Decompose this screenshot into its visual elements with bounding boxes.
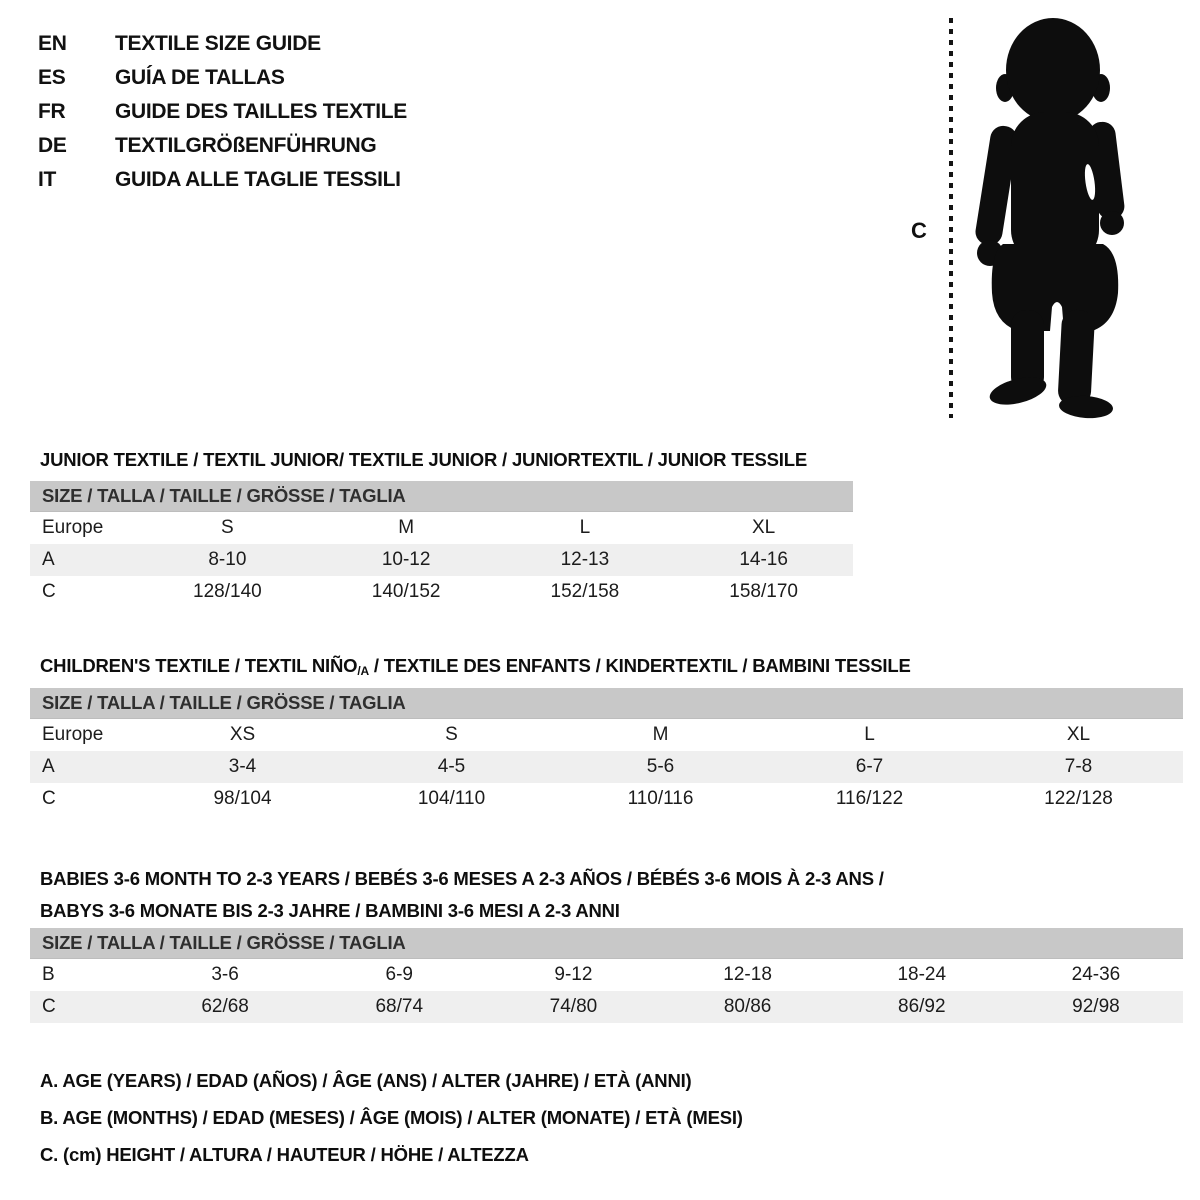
size-cell: 104/110 [417,788,486,809]
size-cell: 86/92 [898,996,946,1017]
size-cell: 122/128 [1044,788,1113,809]
table-row [30,512,853,544]
row-label: A [42,549,55,570]
size-cell: 3-6 [211,964,239,985]
children-title-sub: /A [357,664,369,679]
babies-size-table [30,928,1183,1023]
babies-section-title [40,863,884,927]
language-title: GUIDE DES TAILLES TEXTILE [115,100,407,123]
size-cell: 10-12 [381,549,431,570]
size-cell: 5-6 [646,756,675,777]
children-section-title [40,653,911,681]
size-cell: XL [752,517,776,538]
table-row [30,576,853,608]
size-cell: 128/140 [193,581,262,602]
language-code: EN [38,32,67,55]
language-code: IT [38,168,57,191]
size-cell: 116/122 [835,788,904,809]
size-cell: 24-36 [1071,964,1121,985]
language-code: FR [38,100,66,123]
table-row [30,751,1183,783]
table-row [30,544,853,576]
size-cell: 152/158 [550,581,620,602]
language-title: GUIDA ALLE TAGLIE TESSILI [115,168,401,191]
size-cell: 80/86 [723,996,772,1017]
language-code: ES [38,66,66,89]
row-label: C [42,788,56,809]
language-title: GUÍA DE TALLAS [115,66,285,89]
size-cell: 9-12 [554,964,593,985]
size-cell: 6-7 [855,756,884,777]
table-row [30,991,1183,1023]
babies-title-line1: BABIES 3-6 MONTH TO 2-3 YEARS / BEBÉS 3-6 MESES A 2-3 AÑOS / BÉBÉS 3-6 MOIS À 2-3 ANS / [40,868,884,890]
row-label: C [42,996,56,1017]
language-row [38,61,407,95]
size-cell: 74/80 [549,996,598,1017]
language-list [38,27,407,197]
size-cell: 68/74 [375,996,424,1017]
babies-size-header-bar: SIZE / TALLA / TAILLE / GRÖSSE / TAGLIA [30,928,1183,959]
language-row [38,27,407,61]
height-figure [905,8,1165,426]
size-cell: S [221,517,234,538]
size-cell: 12-18 [723,964,772,985]
size-cell: 62/68 [201,996,249,1017]
junior-size-table [30,481,853,608]
size-cell: 140/152 [371,581,441,602]
row-label: B [42,964,55,985]
language-code: DE [38,134,67,157]
babies-title-line2: BABYS 3-6 MONATE BIS 2-3 JAHRE / BAMBINI 3-6 MESI A 2-3 ANNI [40,900,620,922]
legend-line: B. AGE (MONTHS) / EDAD (MESES) / ÂGE (MOIS) / ALTER (MONATE) / ETÀ (MESI) [40,1107,743,1128]
size-cell: 12-13 [560,549,610,570]
size-cell: S [445,724,458,745]
language-title: TEXTILGRÖßENFÜHRUNG [115,134,377,157]
language-title: TEXTILE SIZE GUIDE [115,32,321,55]
language-row [38,129,407,163]
size-cell: 3-4 [228,756,257,777]
legend-line: C. (cm) HEIGHT / ALTURA / HAUTEUR / HÖHE / ALTEZZA [40,1144,529,1165]
size-cell: 4-5 [437,756,466,777]
height-measure-label: C [911,218,927,243]
children-size-table [30,688,1183,815]
table-row [30,783,1183,815]
junior-section-title: JUNIOR TEXTILE / TEXTIL JUNIOR/ TEXTILE JUNIOR / JUNIORTEXTIL / JUNIOR TESSILE [40,449,807,471]
size-cell: 14-16 [739,549,788,570]
children-title-suffix: / TEXTILE DES ENFANTS / KINDERTEXTIL / BAMBINI TESSILE [368,655,911,677]
row-label: Europe [42,724,104,745]
size-cell: 18-24 [897,964,947,985]
size-cell: M [652,724,669,745]
children-title-prefix: CHILDREN'S TEXTILE / TEXTIL NIÑO [40,655,358,677]
row-label: C [42,581,56,602]
row-label: A [42,756,55,777]
language-row [38,163,407,197]
size-cell: L [579,517,591,538]
table-row [30,719,1183,751]
junior-size-header-bar: SIZE / TALLA / TAILLE / GRÖSSE / TAGLIA [30,481,853,512]
measurement-legend [40,1062,743,1173]
size-cell: L [864,724,875,745]
size-cell: 110/116 [627,788,694,809]
size-cell: XL [1066,724,1091,745]
size-cell: 158/170 [729,581,798,602]
size-cell: 7-8 [1064,756,1093,777]
size-cell: 8-10 [208,549,247,570]
size-cell: M [398,517,415,538]
table-row [30,959,1183,991]
size-cell: XS [229,724,256,745]
size-cell: 92/98 [1072,996,1120,1017]
children-size-header-bar: SIZE / TALLA / TAILLE / GRÖSSE / TAGLIA [30,688,1183,719]
toddler-silhouette-icon [961,10,1145,420]
height-dashed-line [949,18,953,418]
language-row [38,95,407,129]
row-label: Europe [42,517,104,538]
size-cell: 6-9 [385,964,413,985]
size-cell: 98/104 [213,788,272,809]
legend-line: A. AGE (YEARS) / EDAD (AÑOS) / ÂGE (ANS) / ALTER (JAHRE) / ETÀ (ANNI) [40,1070,692,1091]
